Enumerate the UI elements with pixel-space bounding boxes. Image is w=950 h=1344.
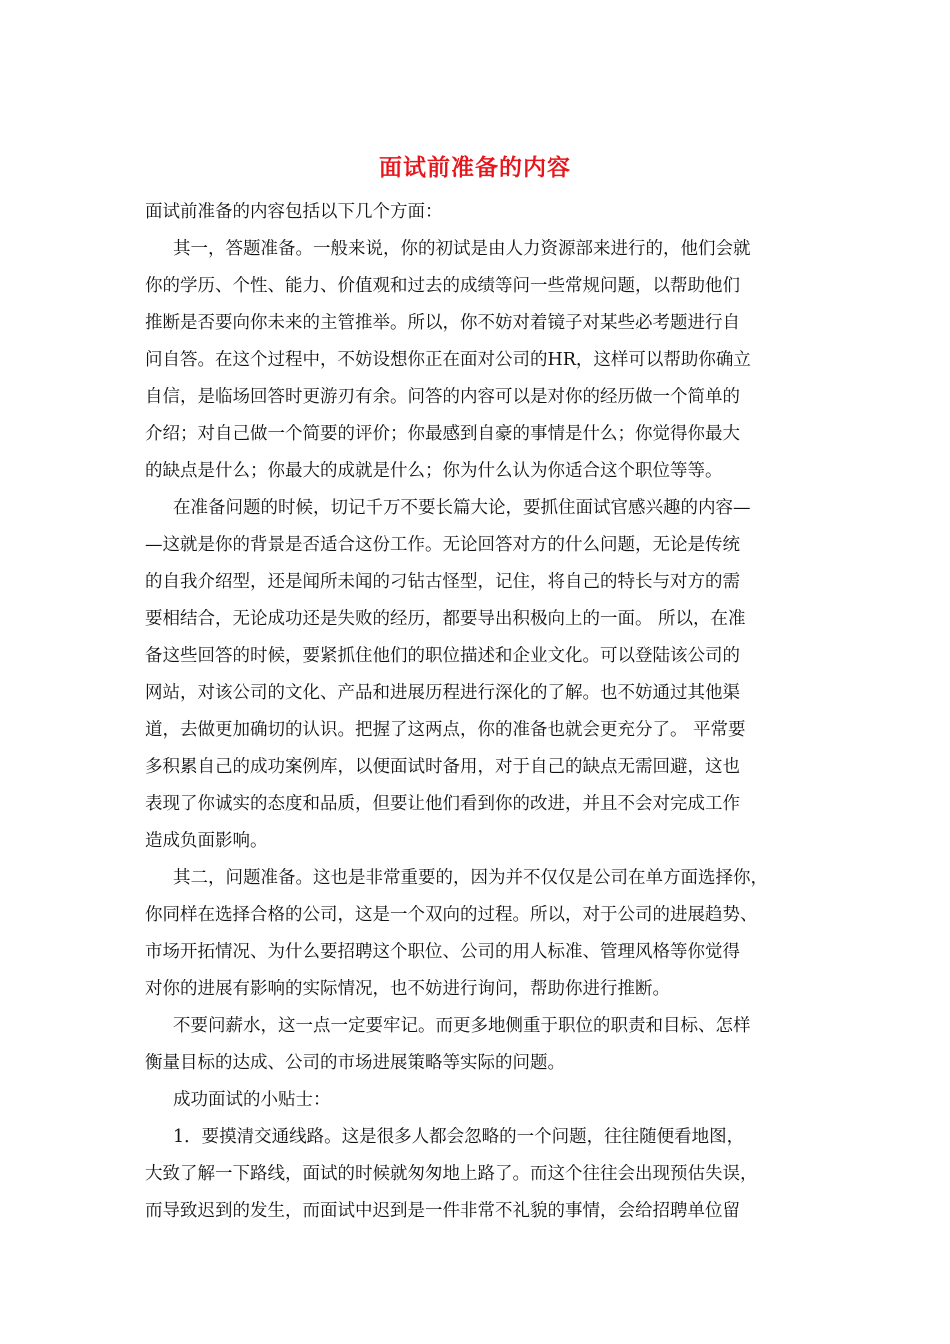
text-line: 1．要摸清交通线路。这是很多人都会忽略的一个问题，往往随便看地图， xyxy=(173,1127,745,1147)
text-line: 其一，答题准备。一般来说，你的初试是由人力资源部来进行的，他们会就 xyxy=(173,239,751,259)
text-line: 推断是否要向你未来的主管推举。所以，你不妨对着镜子对某些必考题进行自 xyxy=(145,313,740,333)
text-line: 自信，是临场回答时更游刃有余。问答的内容可以是对你的经历做一个简单的 xyxy=(145,387,740,407)
text-line: 不要问薪水，这一点一定要牢记。而更多地侧重于职位的职责和目标、怎样 xyxy=(173,1016,751,1036)
text-line: 对你的进展有影响的实际情况，也不妨进行询问，帮助你进行推断。 xyxy=(145,979,670,999)
text-line: 多积累自己的成功案例库，以便面试时备用，对于自己的缺点无需回避，这也 xyxy=(145,757,740,777)
text-line: 要相结合，无论成功还是失败的经历，都要导出积极向上的一面。 所以，在准 xyxy=(145,609,746,629)
text-line: 道，去做更加确切的认识。把握了这两点，你的准备也就会更充分了。 平常要 xyxy=(145,720,746,740)
document-body xyxy=(145,194,825,1230)
text-line: 面试前准备的内容包括以下几个方面： xyxy=(145,202,443,222)
text-line: 在准备问题的时候，切记千万不要长篇大论，要抓住面试官感兴趣的内容— xyxy=(173,498,751,518)
text-line: 你的学历、个性、能力、价值观和过去的成绩等问一些常规问题，以帮助他们 xyxy=(145,276,740,296)
text-line: 市场开拓情况、为什么要招聘这个职位、公司的用人标准、管理风格等你觉得 xyxy=(145,942,740,962)
text-line: 网站，对该公司的文化、产品和进展历程进行深化的了解。也不妨通过其他渠 xyxy=(145,683,740,703)
text-line: 衡量目标的达成、公司的市场进展策略等实际的问题。 xyxy=(145,1053,565,1073)
text-line: 表现了你诚实的态度和品质，但要让他们看到你的改进，并且不会对完成工作 xyxy=(145,794,740,814)
text-line: 你同样在选择合格的公司，这是一个双向的过程。所以，对于公司的进展趋势、 xyxy=(145,905,758,925)
text-line: 造成负面影响。 xyxy=(145,831,268,851)
text-line: 大致了解一下路线，面试的时候就匆匆地上路了。而这个往往会出现预估失误， xyxy=(145,1164,758,1184)
document-title: 面试前准备的内容 xyxy=(379,154,571,181)
text-line: 介绍；对自己做一个简要的评价；你最感到自豪的事情是什么；你觉得你最大 xyxy=(145,424,740,444)
text-line: 的缺点是什么；你最大的成就是什么；你为什么认为你适合这个职位等等。 xyxy=(145,461,723,481)
text-line: 备这些回答的时候，要紧抓住他们的职位描述和企业文化。可以登陆该公司的 xyxy=(145,646,740,666)
text-line: 问自答。在这个过程中，不妨设想你正在面对公司的HR，这样可以帮助你确立 xyxy=(145,350,751,370)
text-line: 而导致迟到的发生，而面试中迟到是一件非常不礼貌的事情，会给招聘单位留 xyxy=(145,1201,740,1221)
text-line: —这就是你的背景是否适合这份工作。无论回答对方的什么问题，无论是传统 xyxy=(145,535,740,555)
text-line: 其二，问题准备。这也是非常重要的，因为并不仅仅是公司在单方面选择你， xyxy=(173,868,768,888)
text-line: 的自我介绍型，还是闻所未闻的刁钻古怪型，记住，将自己的特长与对方的需 xyxy=(145,572,740,592)
text-line: 成功面试的小贴士： xyxy=(173,1090,331,1110)
